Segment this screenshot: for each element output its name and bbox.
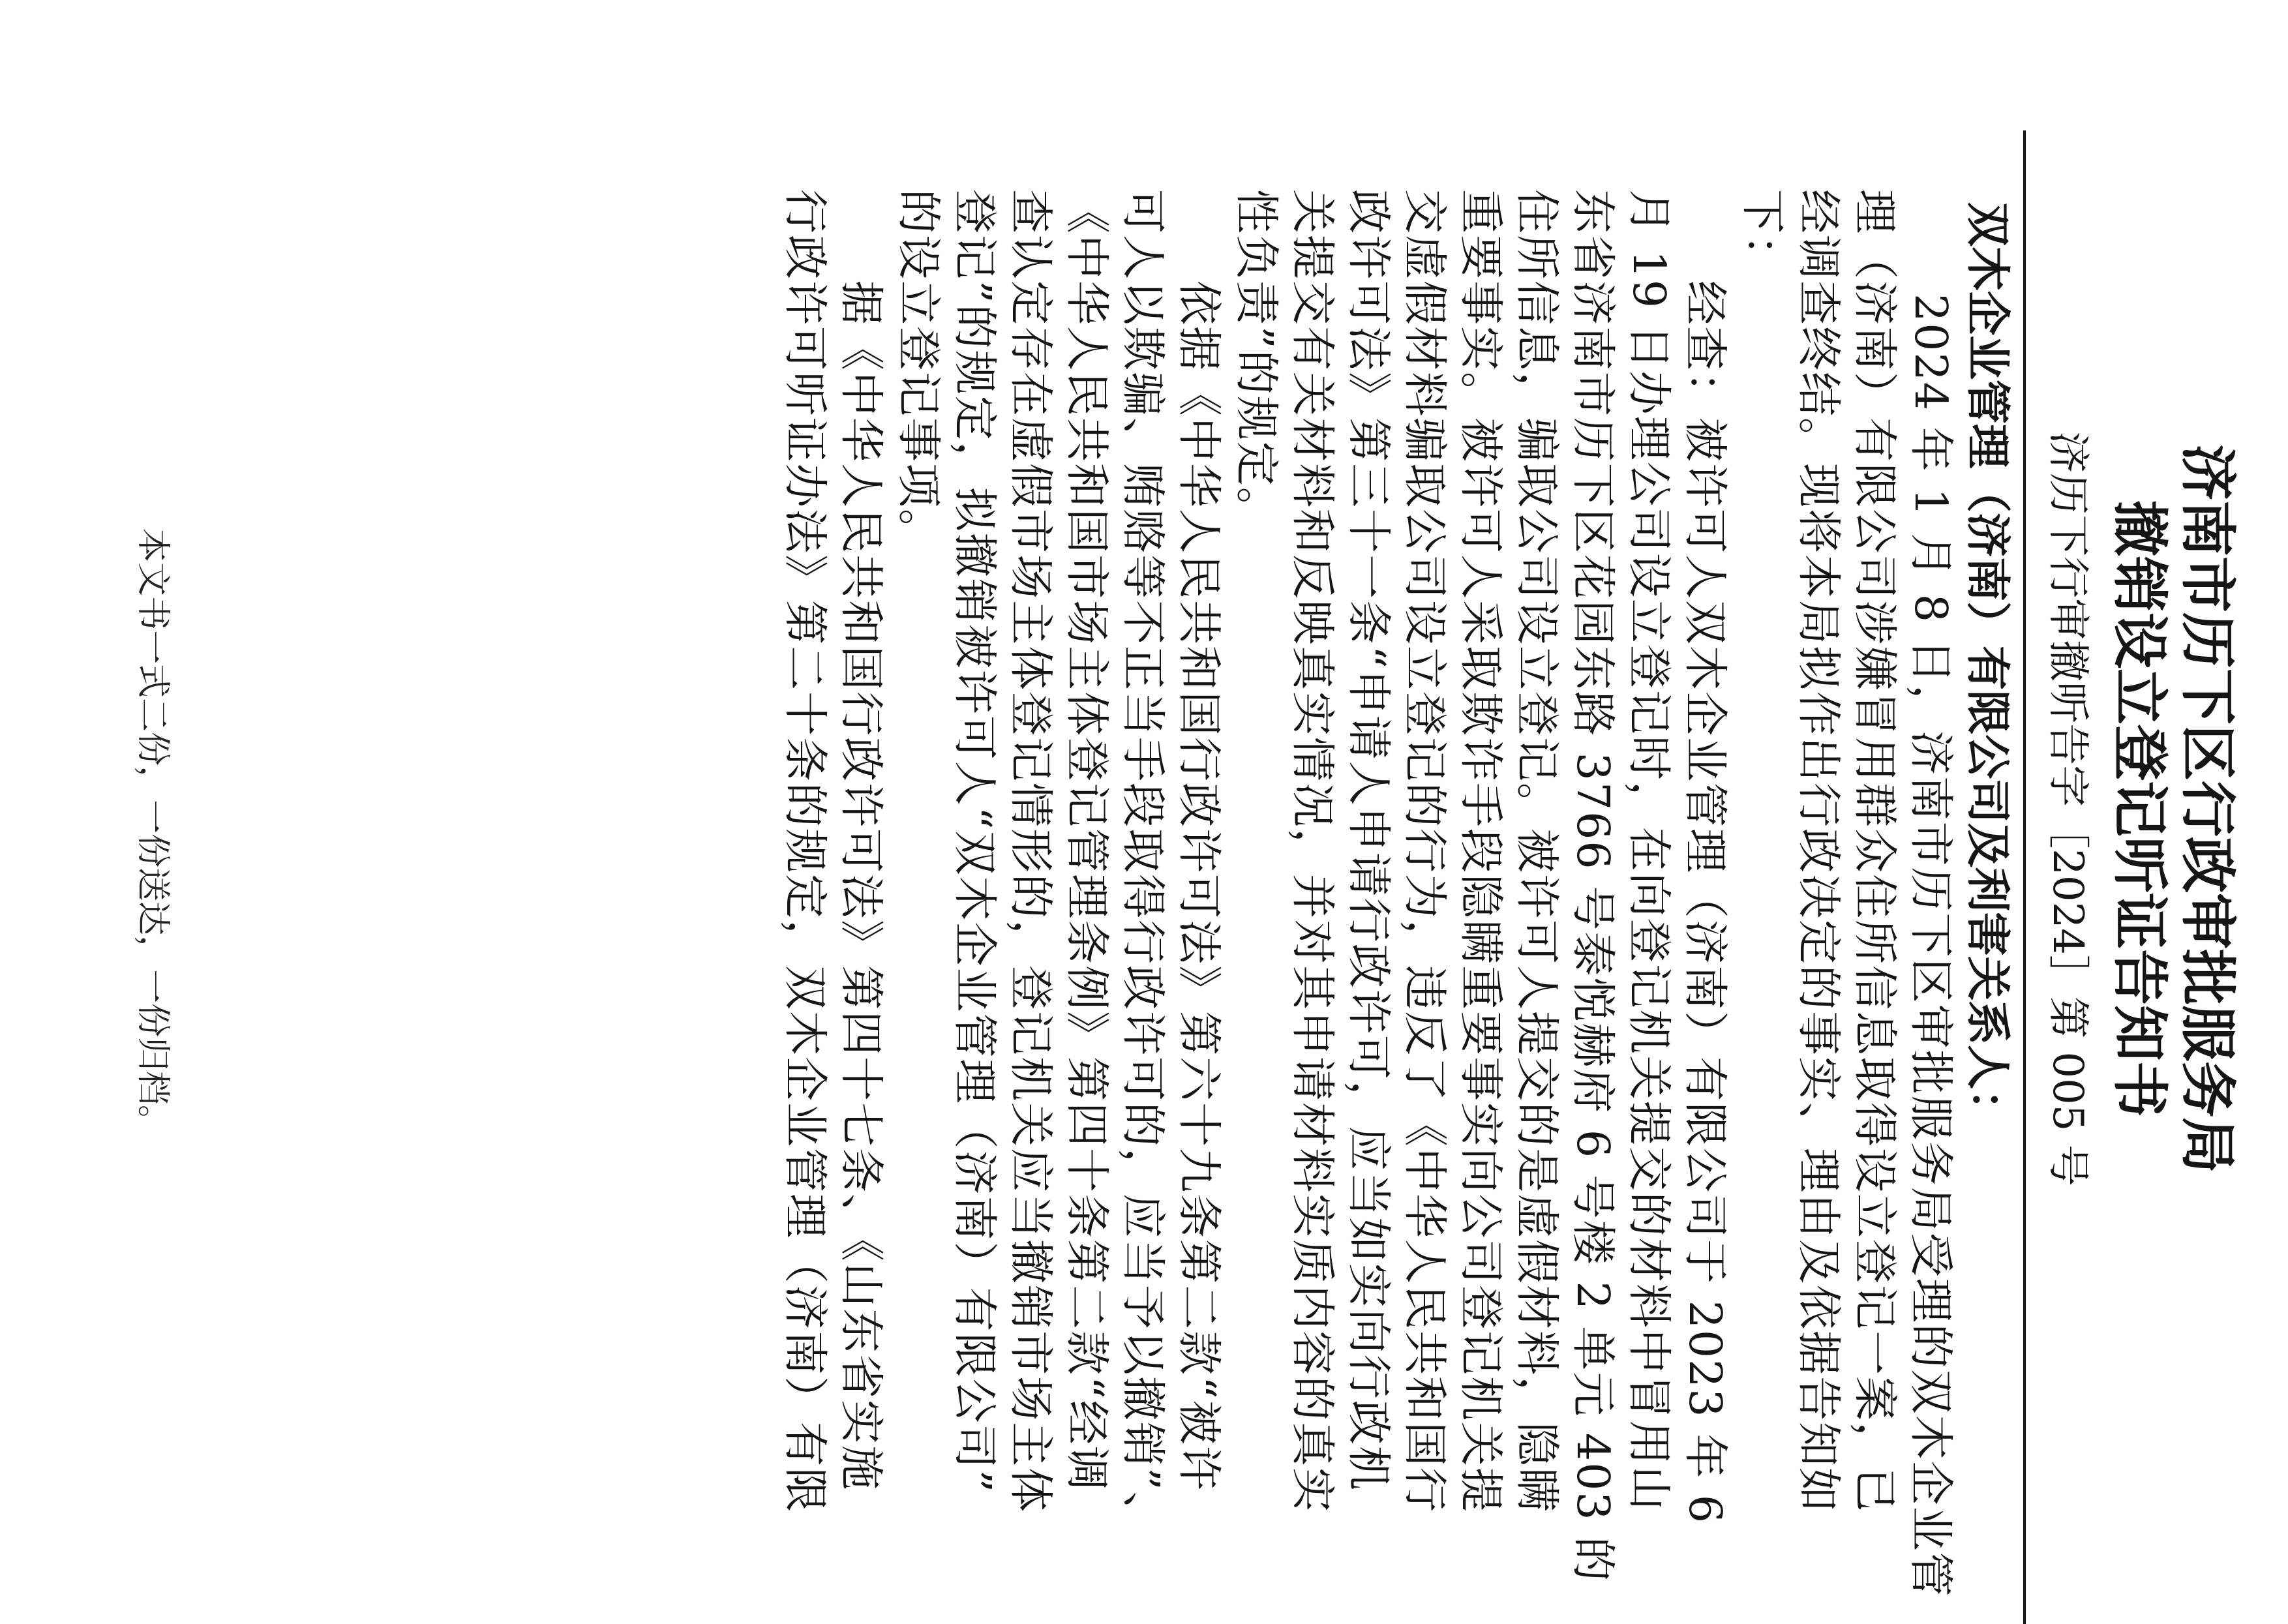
text-line: 经调查终结。现将本局拟作出行政决定的事实、理由及依据告知如	[1792, 189, 1844, 1514]
text-line: 《中华人民共和国市场主体登记管理条例》第四十条第二款“经调	[1061, 189, 1112, 1492]
text-line: 交虚假材料骗取公司设立登记的行为，违反了《中华人民共和国行	[1398, 189, 1450, 1514]
text-line: 的设立登记事项。	[892, 189, 944, 555]
text-line: 月 19 日办理公司设立登记时，在向登记机关提交的材料中冒用山	[1623, 189, 1674, 1512]
text-line: 理（济南）有限公司涉嫌冒用群众住所信息取得设立登记一案，已	[1848, 189, 1900, 1514]
text-line: 可人以欺骗、贿赂等不正当手段取得行政许可的，应当予以撤销”、	[1117, 189, 1168, 1537]
text-line: 登记”的规定，拟撤销被许可人“双木企业管理（济南）有限公司”	[948, 189, 1000, 1494]
text-line: 行政许可听证办法》第二十条的规定，双木企业管理（济南）有限	[779, 189, 830, 1514]
text-line: 查认定存在虚假市场主体登记情形的，登记机关应当撤销市场主体	[1004, 189, 1056, 1514]
text-line: 住所信息，骗取公司设立登记。被许可人提交的是虚假材料，隐瞒	[1511, 189, 1562, 1514]
text-line: 东省济南市历下区花园东路 3766 号泰悦赫府 6 号楼 2 单元 403 的	[1567, 189, 1618, 1583]
text-line: 关提交有关材料和反映真实情况，并对其申请材料实质内容的真实	[1286, 189, 1338, 1514]
text-line: 经查：被许可人双木企业管理（济南）有限公司于 2023 年 6	[1679, 189, 1730, 1525]
document-title: 济南市历下区行政审批服务局	[2175, 444, 2240, 1173]
document-subtitle: 撤销设立登记听证告知书	[2107, 500, 2172, 1117]
text-line: 重要事实。被许可人采取欺诈手段隐瞒重要事实向公司登记机关提	[1454, 189, 1506, 1514]
text-line: 据《中华人民共和国行政许可法》第四十七条、《山东省实施	[835, 189, 886, 1492]
footer-note: 本文书一式二份，一份送达，一份归档。	[133, 528, 172, 1139]
text-line: 政许可法》第三十一条“申请人申请行政许可，应当如实向行政机	[1342, 189, 1394, 1492]
document-number: 济历下行审撤听告字［2024］第 005 号	[2043, 431, 2092, 1186]
addressee: 双木企业管理（济南）有限公司及利害关系人：	[1961, 202, 2013, 1134]
text-line: 性负责”的规定。	[1230, 189, 1282, 533]
text-line: 2024 年 1 月 8 日，济南市历下区审批服务局受理的双木企业管	[1904, 202, 1956, 1598]
text-line: 依据《中华人民共和国行政许可法》第六十九条第二款“被许	[1173, 189, 1224, 1492]
text-line: 下：	[1736, 189, 1788, 281]
header-divider	[2023, 130, 2026, 1624]
